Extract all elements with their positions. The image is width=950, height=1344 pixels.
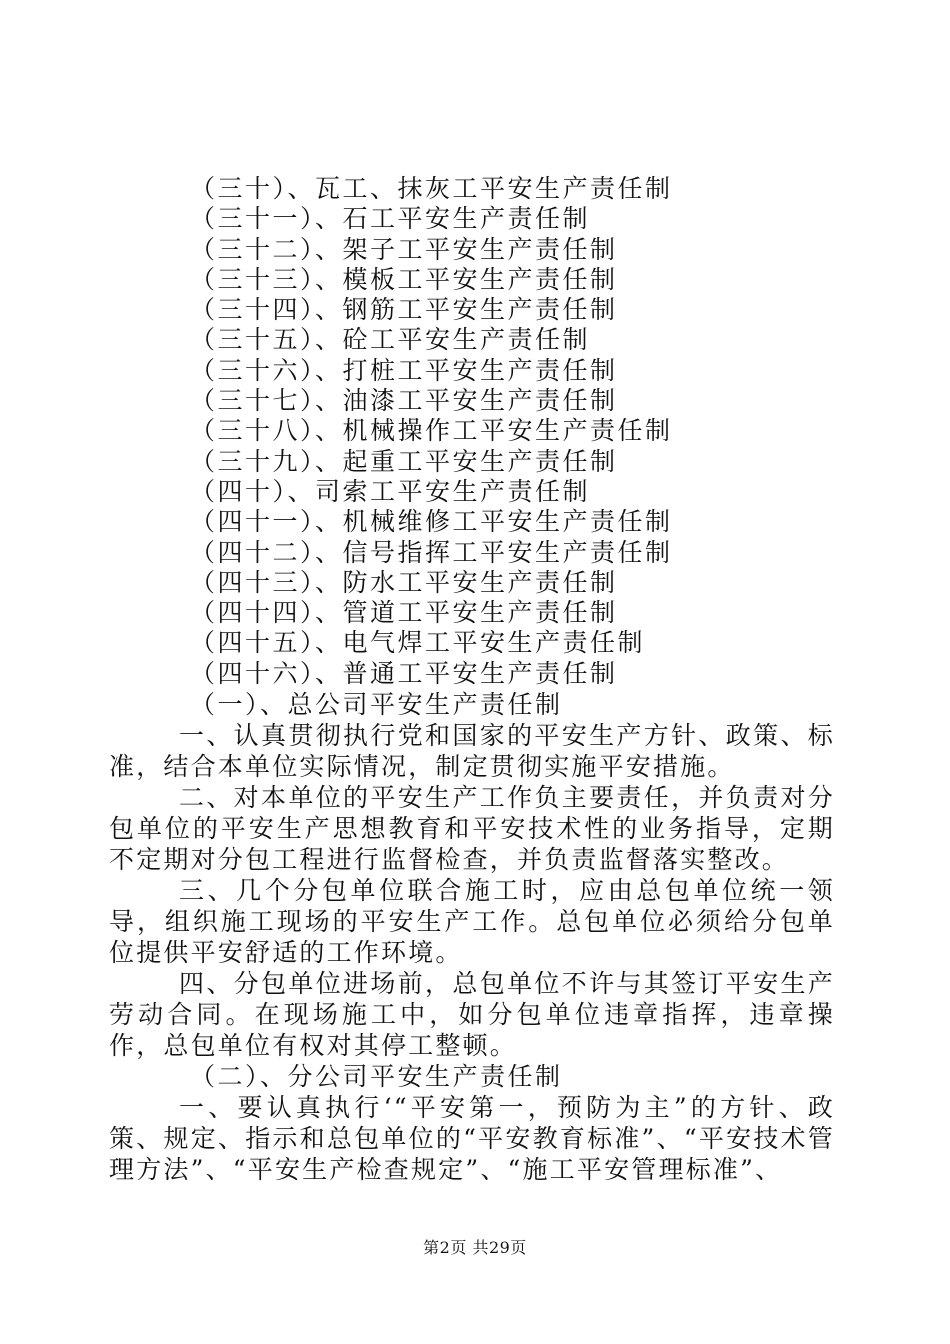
paragraph: 二、对本单位的平安生产工作负主要责任，并负责对分包单位的平安生产思想教育和平安技术性的业务指导，定期不定期对分包工程进行监督检查，并负责监督落实整改。: [109, 783, 835, 875]
list-item: （三十四）、钢筋工平安生产责任制: [190, 295, 618, 325]
list-item: （三十五）、砼工平安生产责任制: [190, 325, 591, 355]
section-heading-branch-office: （二）、分公司平安生产责任制: [190, 1062, 563, 1092]
list-item: （四十六）、普通工平安生产责任制: [190, 658, 618, 688]
section-heading-head-office: （一）、总公司平安生产责任制: [190, 690, 563, 720]
list-item: （四十五）、电气焊工平安生产责任制: [190, 628, 646, 658]
document-body: [109, 174, 835, 1185]
list-item: （四十一）、机械维修工平安生产责任制: [190, 507, 673, 537]
list-item: （三十三）、模板工平安生产责任制: [190, 264, 618, 294]
paragraph: 三、几个分包单位联合施工时，应由总包单位统一领导，组织施工现场的平安生产工作。总包单位必须给分包单位提供平安舒适的工作环境。: [109, 876, 835, 968]
list-item: （三十二）、架子工平安生产责任制: [190, 234, 618, 264]
list-item: （三十一）、石工平安生产责任制: [190, 204, 591, 234]
paragraph: 一、认真贯彻执行党和国家的平安生产方针、政策、标准，结合本单位实际情况，制定贯彻实施平安措施。: [109, 721, 835, 782]
page-footer: 第2页 共29页: [423, 1238, 527, 1257]
list-item: （三十九）、起重工平安生产责任制: [190, 446, 618, 476]
paragraph: 一、要认真执行‘“平安第一，预防为主”的方针、政策、规定、指示和总包单位的“平安教育标准”、“平安技术管理方法”、“平安生产检查规定”、“施工平安管理标准”、: [109, 1093, 835, 1185]
responsibility-list: [109, 174, 835, 689]
list-item: （三十）、瓦工、抹灰工平安生产责任制: [190, 174, 673, 203]
list-item: （三十六）、打桩工平安生产责任制: [190, 355, 618, 385]
list-item: （三十七）、油漆工平安生产责任制: [190, 386, 618, 416]
list-item: （四十二）、信号指挥工平安生产责任制: [190, 537, 673, 567]
list-item: （四十三）、防水工平安生产责任制: [190, 567, 618, 597]
list-item: （三十八）、机械操作工平安生产责任制: [190, 416, 673, 446]
paragraph: 四、分包单位进场前，总包单位不许与其签订平安生产劳动合同。在现场施工中，如分包单位违章指挥，违章操作，总包单位有权对其停工整顿。: [109, 969, 835, 1061]
list-item: （四十四）、管道工平安生产责任制: [190, 598, 618, 628]
list-item: （四十）、司索工平安生产责任制: [190, 476, 591, 506]
